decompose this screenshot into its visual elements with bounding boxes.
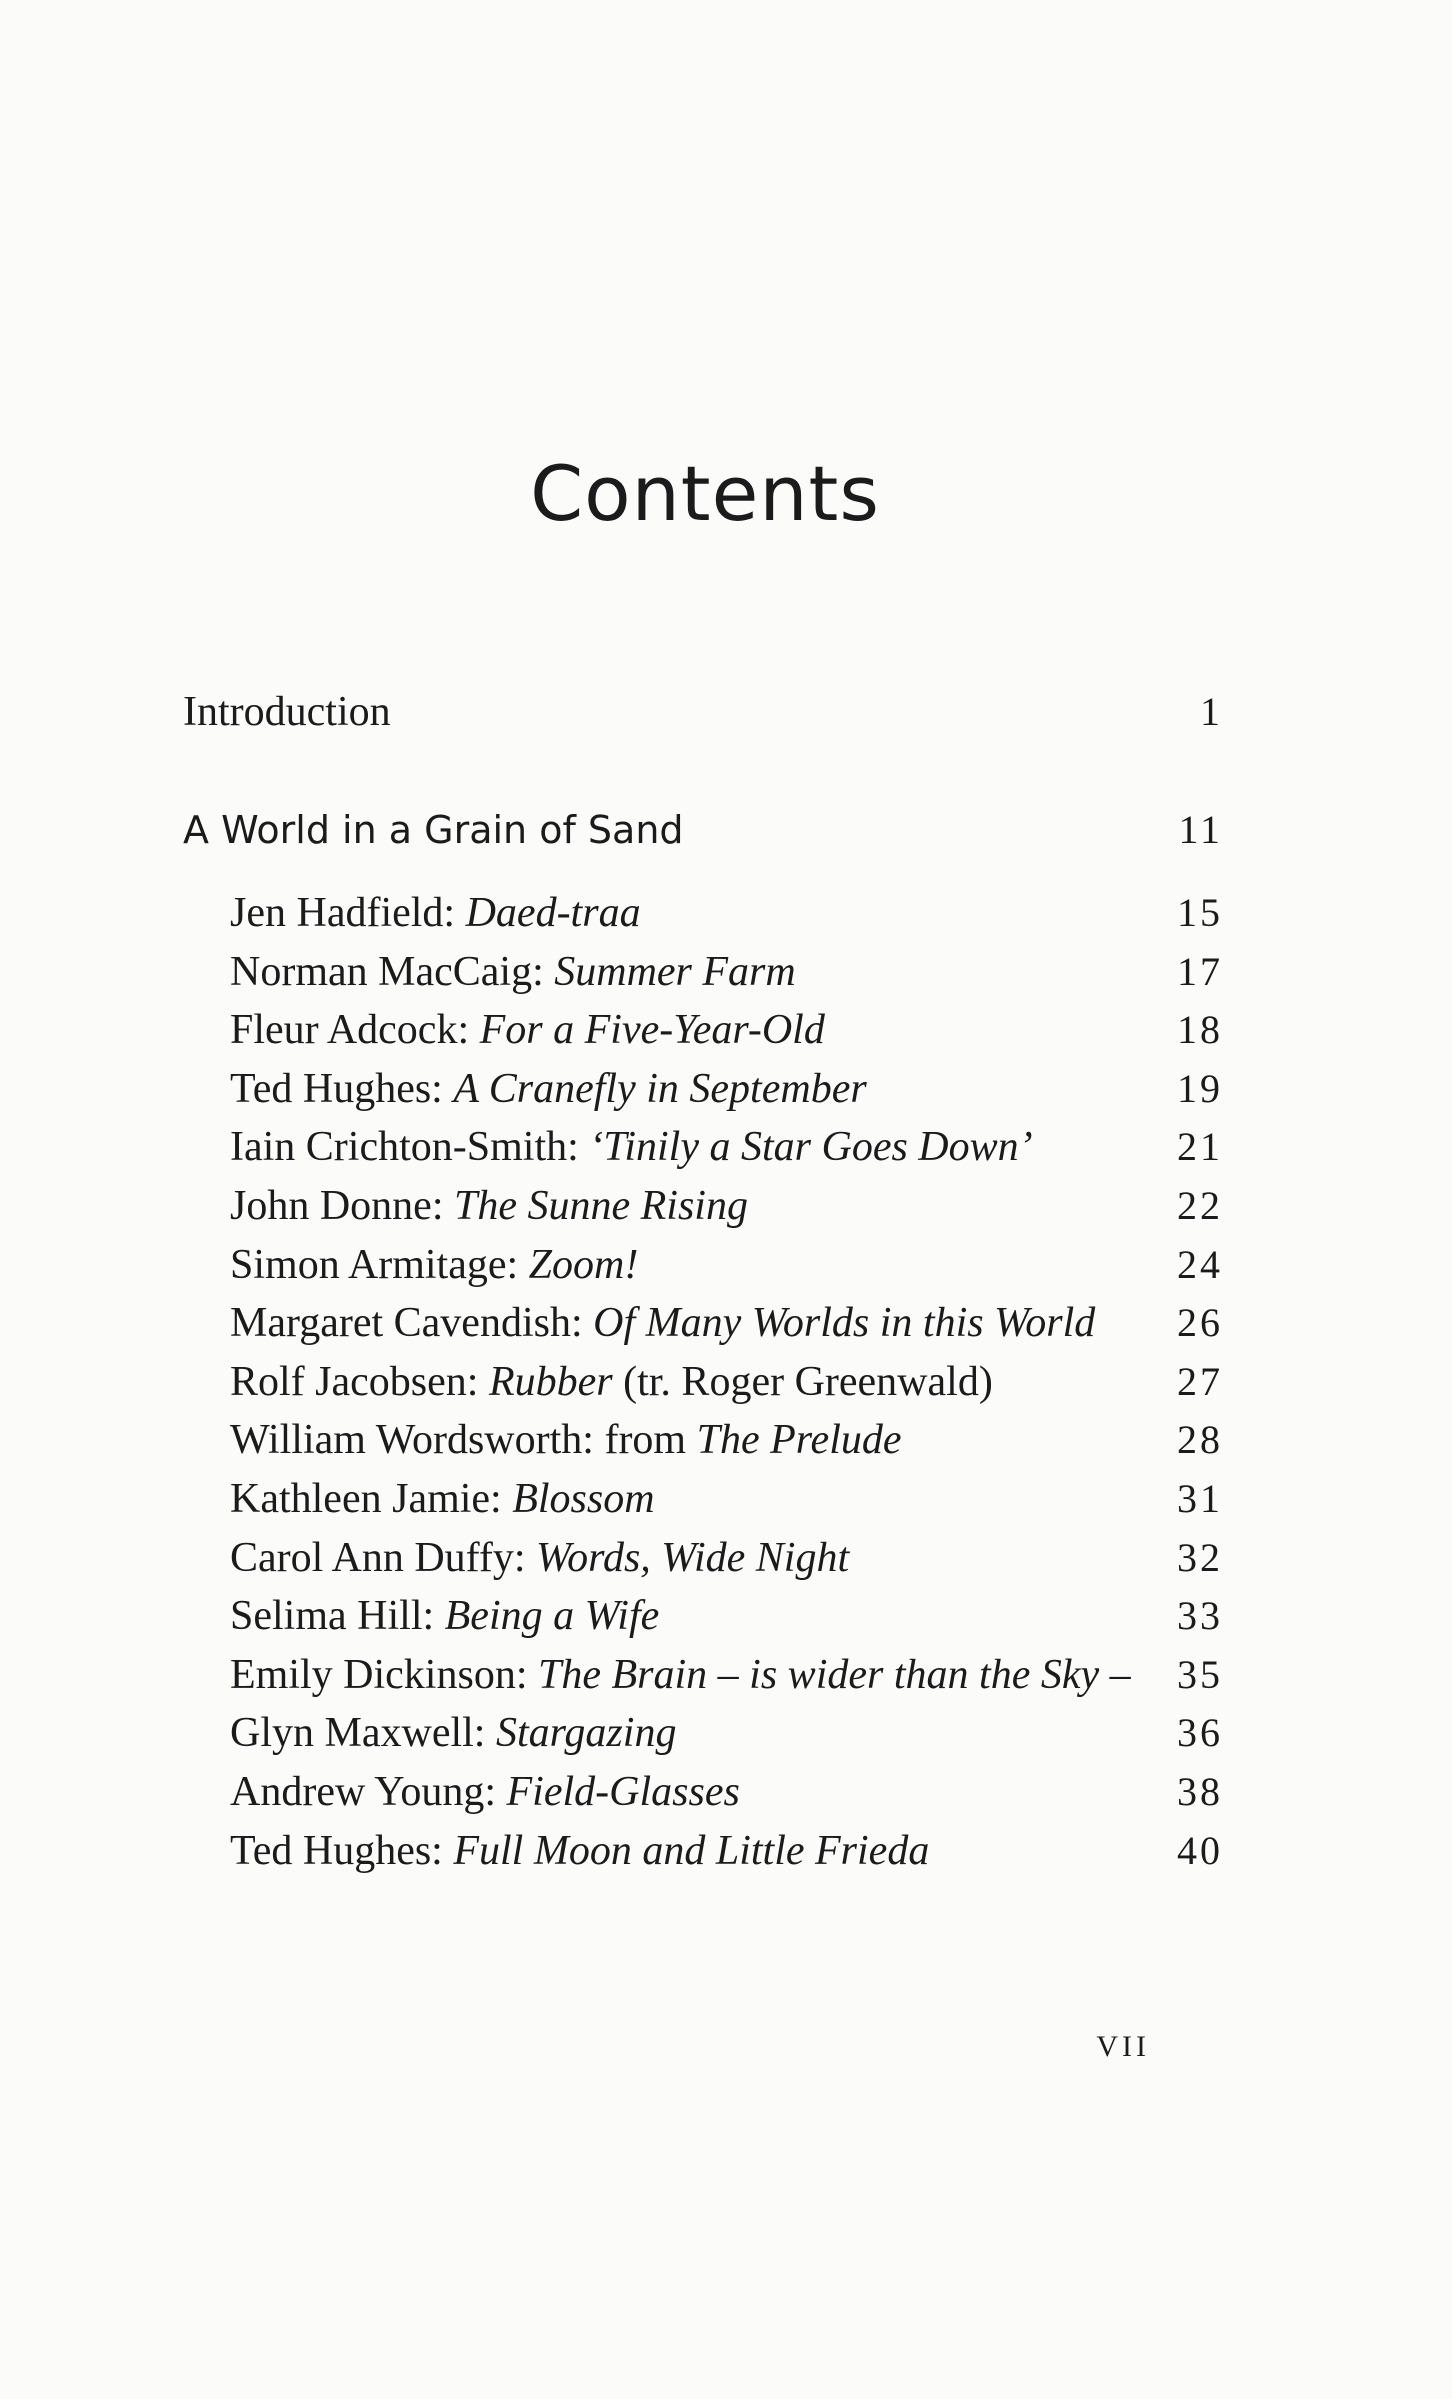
entry-author: Emily Dickinson: <box>230 1651 538 1698</box>
entry-author: Selima Hill: <box>230 1593 445 1640</box>
toc-entry[interactable] <box>230 1822 1223 1881</box>
entry-work-title: Rubber <box>488 1358 613 1405</box>
toc-entry[interactable] <box>230 884 1223 943</box>
toc-entry[interactable] <box>230 1587 1223 1646</box>
entry-work-title: ‘Tinily a Star Goes Down’ <box>589 1124 1033 1171</box>
entry-author: John Donne: <box>230 1182 454 1229</box>
folio-page-number: VII <box>1096 2030 1150 2063</box>
entry-page-number: 26 <box>1177 1300 1223 1346</box>
entry-page-number: 38 <box>1177 1768 1223 1814</box>
entry-page-number: 40 <box>1177 1827 1223 1873</box>
entry-page-number: 36 <box>1177 1710 1223 1756</box>
introduction-page-number: 1 <box>1200 689 1223 734</box>
toc-entry[interactable] <box>230 1470 1223 1529</box>
entry-work-title: Field-Glasses <box>506 1768 740 1815</box>
entry-author: Fleur Adcock: <box>230 1007 480 1054</box>
toc-entry[interactable] <box>230 1294 1223 1353</box>
entry-author: Ted Hughes: <box>230 1827 454 1874</box>
entry-work-title: Stargazing <box>495 1710 677 1757</box>
entry-page-number: 28 <box>1177 1417 1223 1463</box>
entry-work-title: The Prelude <box>696 1417 902 1464</box>
entry-page-number: 24 <box>1177 1241 1223 1287</box>
toc-entry[interactable] <box>230 1763 1223 1822</box>
entry-work-title: Full Moon and Little Frieda <box>453 1827 930 1874</box>
entry-suffix: (tr. Roger Greenwald) <box>612 1358 993 1405</box>
introduction-label: Introduction <box>183 689 391 735</box>
page-title: Contents <box>530 448 880 538</box>
entry-author: Iain Crichton-Smith: <box>230 1124 590 1171</box>
toc-introduction[interactable] <box>183 682 1223 742</box>
entry-work-title: Being a Wife <box>444 1593 660 1640</box>
toc-entry[interactable] <box>230 1060 1223 1119</box>
toc-entry[interactable] <box>230 1529 1223 1588</box>
entry-page-number: 21 <box>1177 1124 1223 1170</box>
entry-page-number: 33 <box>1177 1593 1223 1639</box>
entry-author: Andrew Young: <box>230 1768 507 1815</box>
entry-author: William Wordsworth: <box>230 1417 605 1464</box>
toc-entry[interactable] <box>230 1177 1223 1236</box>
toc-entry[interactable] <box>230 1236 1223 1295</box>
entry-author: Carol Ann Duffy: <box>230 1534 537 1581</box>
entry-work-title: Blossom <box>512 1475 655 1522</box>
toc-entry[interactable] <box>230 943 1223 1002</box>
entry-page-number: 17 <box>1177 948 1223 994</box>
entry-author: Ted Hughes: <box>230 1065 454 1112</box>
entry-author: Simon Armitage: <box>230 1241 529 1288</box>
entry-work-title: Words, Wide Night <box>536 1534 850 1581</box>
entry-author: Norman MacCaig: <box>230 948 555 995</box>
entry-work-title: Daed-traa <box>465 890 641 936</box>
entry-author: Margaret Cavendish: <box>230 1300 594 1347</box>
entry-author: Kathleen Jamie: <box>230 1475 513 1522</box>
entry-prefix: from <box>604 1417 697 1464</box>
section-page-number: 11 <box>1178 807 1223 852</box>
toc-entry[interactable] <box>230 1411 1223 1470</box>
entry-page-number: 27 <box>1177 1358 1223 1404</box>
toc-section-heading[interactable] <box>183 800 1223 860</box>
entry-author: Glyn Maxwell: <box>230 1710 496 1757</box>
entry-page-number: 31 <box>1177 1475 1223 1521</box>
toc-entry[interactable] <box>230 1001 1223 1060</box>
entry-page-number: 22 <box>1177 1182 1223 1228</box>
entry-author: Jen Hadfield: <box>230 890 466 936</box>
entry-work-title: Summer Farm <box>554 948 796 995</box>
entry-work-title: A Cranefly in September <box>453 1065 867 1112</box>
entry-page-number: 18 <box>1177 1007 1223 1053</box>
entry-page-number: 19 <box>1177 1065 1223 1111</box>
toc-entry[interactable] <box>230 1118 1223 1177</box>
entry-work-title: The Brain – is wider than the Sky – <box>538 1651 1131 1698</box>
entry-page-number: 32 <box>1177 1534 1223 1580</box>
entry-work-title: Of Many Worlds in this World <box>593 1300 1096 1347</box>
section-title: A World in a Grain of Sand <box>183 808 684 852</box>
entry-work-title: For a Five-Year-Old <box>479 1007 825 1054</box>
entry-page-number: 35 <box>1177 1651 1223 1697</box>
toc-entry[interactable] <box>230 1353 1223 1412</box>
toc-entry[interactable] <box>230 1704 1223 1763</box>
entry-work-title: The Sunne Rising <box>454 1182 748 1229</box>
entry-author: Rolf Jacobsen: <box>230 1358 489 1405</box>
toc-entry[interactable] <box>230 1646 1223 1705</box>
toc-entry-list <box>230 884 1223 1880</box>
entry-page-number: 15 <box>1177 890 1223 935</box>
entry-work-title: Zoom! <box>528 1241 639 1288</box>
